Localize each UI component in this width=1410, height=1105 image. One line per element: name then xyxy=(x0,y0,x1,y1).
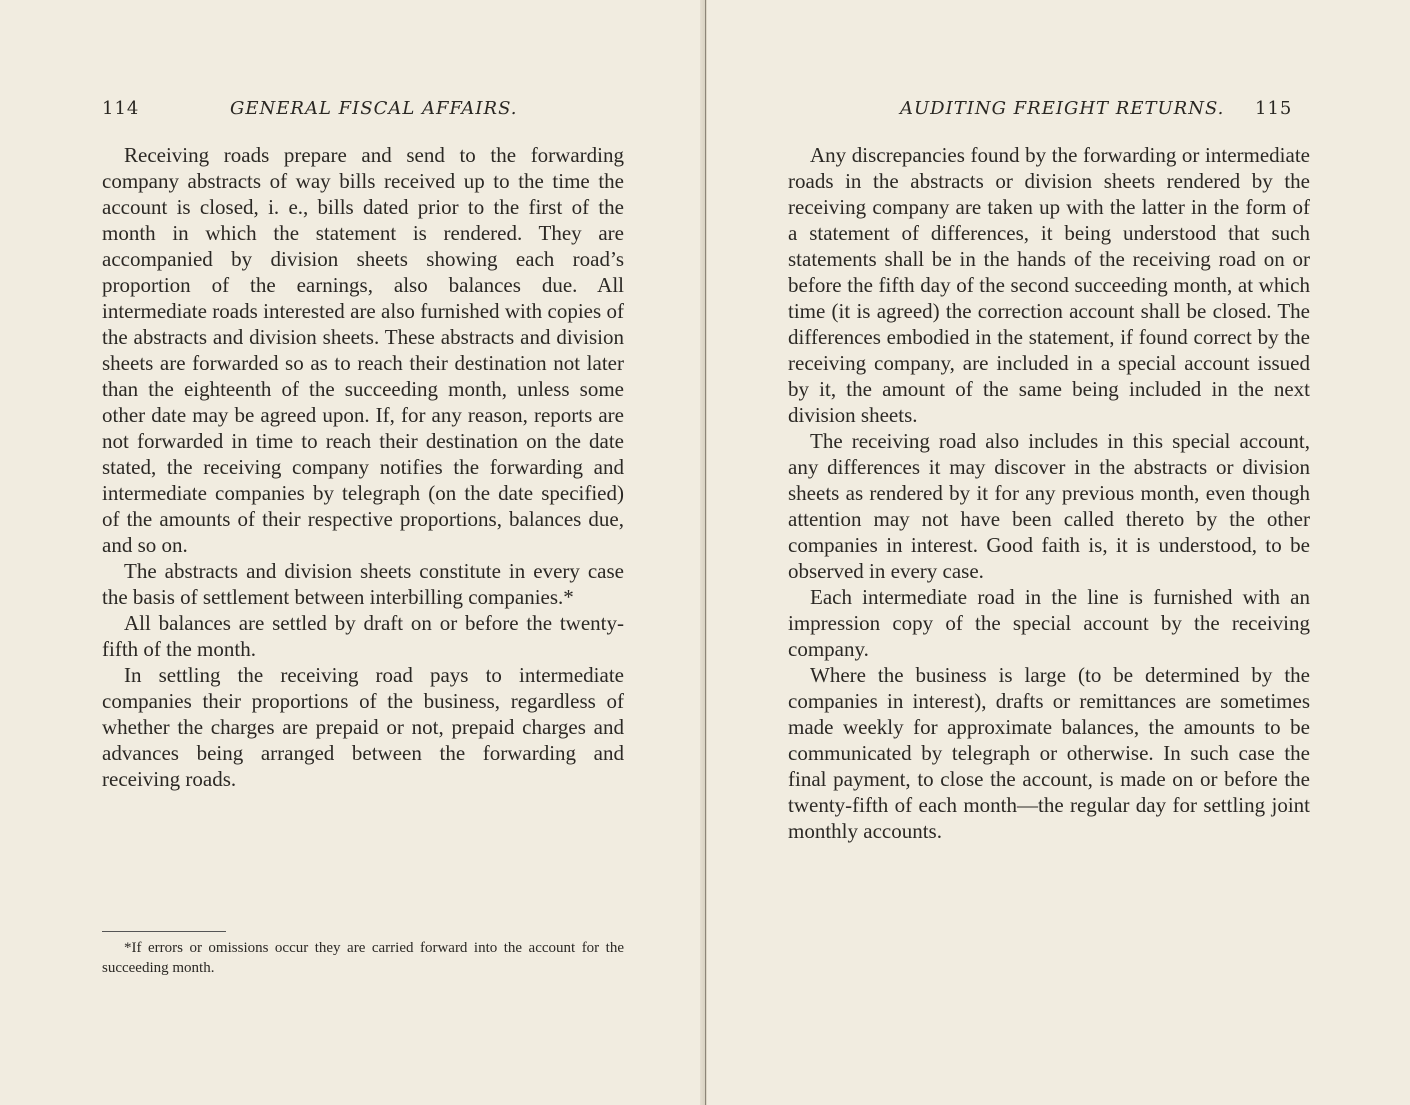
right-page xyxy=(707,0,1410,1105)
paragraph: In settling the receiving road pays to intermediate companies their proportions of the business, regardless of whether the charges are prepaid or not, prepaid charges and advances being arranged between the forwarding and receiving roads. xyxy=(102,663,624,791)
paragraph: All balances are settled by draft on or before the twenty-fifth of the month. xyxy=(102,611,624,661)
left-running-title: GENERAL FISCAL AFFAIRS. xyxy=(230,98,518,119)
gutter-line xyxy=(705,0,706,1105)
paragraph: Receiving roads prepare and send to the forwarding company abstracts of way bills received up to the time the account is closed, i. e., bills dated prior to the first of the month in which the statement is rendered. They are accompanied by division sheets showing each road’s proportion of the earnings, also balances due. All intermediate roads interested are also furnished with copies of the abstracts and division sheets. These abstracts and division sheets are forwarded so as to reach their destination not later than the eighteenth of the succeeding month, unless some other date may be agreed upon. If, for any reason, reports are not forwarded in time to reach their destination on the date stated, the receiving company notifies the forwarding and intermediate companies by telegraph (on the date specified) of the amounts of their respective proportions, balances due, and so on. xyxy=(102,143,624,557)
right-page-number: 115 xyxy=(1255,98,1293,119)
paragraph: Each intermediate road in the line is furnished with an impression copy of the special account by the receiving company. xyxy=(788,585,1310,661)
paragraph: Any discrepancies found by the forwarding or intermediate roads in the abstracts or division sheets rendered by the receiving company are taken up with the latter in the form of a statement of differences, it being understood that such statements shall be in the hands of the receiving road on or before the fifth day of the second succeeding month, at which time (it is agreed) the correction account shall be closed. The differences embodied in the statement, if found correct by the receiving company, are included in a special account issued by it, the amount of the same being included in the next division sheets. xyxy=(788,143,1310,427)
paragraph: The receiving road also includes in this special account, any differences it may discover in the abstracts or division sheets as rendered by it for any previous month, even though attention may not have been called thereto by the other companies in interest. Good faith is, it is understood, to be observed in every case. xyxy=(788,429,1310,583)
left-page xyxy=(0,0,703,1105)
right-page-body xyxy=(788,142,1310,844)
paragraph: The abstracts and division sheets constitute in every case the basis of settlement between interbilling companies.* xyxy=(102,559,624,609)
right-running-title: AUDITING FREIGHT RETURNS. xyxy=(900,98,1225,119)
left-page-number: 114 xyxy=(102,98,140,119)
paragraph: Where the business is large (to be determined by the companies in interest), drafts or remittances are sometimes made weekly for approximate balances, the amounts to be communicated by telegraph or otherwise. In such case the final payment, to close the account, is made on or before the twenty-fifth of each month—the regular day for settling joint monthly accounts. xyxy=(788,663,1310,843)
footnote: *If errors or omissions occur they are carried forward into the account for the succeeding month. xyxy=(102,940,624,976)
left-page-body xyxy=(102,142,624,792)
footnote-rule xyxy=(102,931,226,932)
